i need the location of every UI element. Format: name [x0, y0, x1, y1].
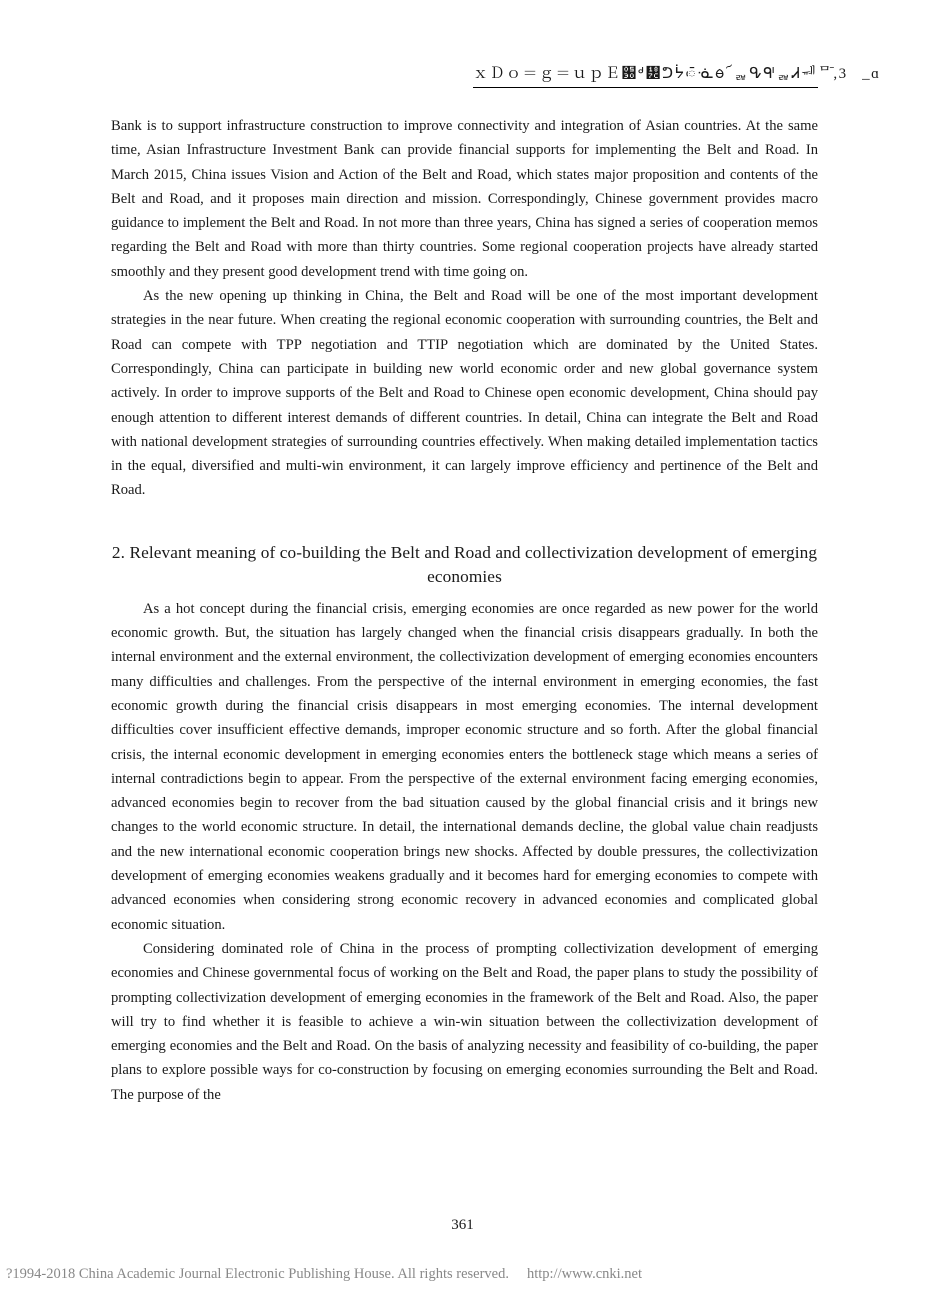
body-paragraph: Bank is to support infrastructure construction to improve connectivity and integration of Asian countries. At the same time, Asian Infrastructure Investment Bank can provide financial supports for implementing the Belt and Road. In March 2015, China issues Vision and Action of the Belt and Road, which states major proposition and contents of the Belt and Road, and it proposes main direction and mission. Correspondingly, Chinese government provides macro guidance to implement the Belt and Road. In not more than three years, China has signed a series of cooperation memos regarding the Belt and Road with more than thirty countries. Some regional cooperation projects have already started smoothly and they present good development trend with time going on.: [111, 118, 818, 280]
body-paragraph: Considering dominated role of China in the process of prompting collectivization development of emerging economies and Chinese governmental focus of working on the Belt and Road, the paper plans to study the possibility of prompting collectivization development of emerging economies in the framework of the Belt and Road. Also, the paper will try to find whether it is feasible to achieve a win-win situation between the collectivization development of emerging economies and the Belt and Road. On the basis of analyzing necessity and feasibility of co-building, the paper plans to explore possible ways for co-construction by focusing on emerging economies surrounding the Belt and Road. The purpose of the: [111, 940, 818, 1103]
copyright-text: ?1994-2018 China Academic Journal Electronic Publishing House. All rights reserved.: [6, 1266, 509, 1282]
running-header: ｘＤｏ＝ｇ＝ｕｐＥ԰ᒄ᡼ᕤᔮᰵᰳᓍᰟ՜ᇕᕴᒅᇕᏗᆐᄆ̄,3ᅠ_ɑ: [473, 62, 818, 88]
page-body: [111, 114, 818, 1107]
footer-url: http://www.cnki.net: [526, 1266, 643, 1282]
body-paragraph: As the new opening up thinking in China, the Belt and Road will be one of the most important development strategies in the near future. When creating the regional economic cooperation with surrounding countries, the Belt and Road can compete with TPP negotiation and TTIP negotiation which are dominated by the United States. Correspondingly, China can participate in building new world economic order and new global governance system actively. In order to improve supports of the Belt and Road to Chinese open economic development, China should pay enough attention to different interest demands of different countries. In detail, China can integrate the Belt and Road with national development strategies of surrounding countries effectively. When making detailed implementation tactics in the equal, diversified and multi-win environment, it can largely improve efficiency and pertinence of the Belt and Road.: [111, 288, 818, 499]
copyright-footer: [6, 1266, 642, 1283]
page-number: 361: [451, 1217, 474, 1233]
body-paragraph: As a hot concept during the financial crisis, emerging economies are once regarded as new power for the world economic growth. But, the situation has largely changed when the financial crisis disappears gradually. In both the internal environment and the external environment, the collectivization development of emerging economies encounters many difficulties and challenges. From the perspective of the internal environment in emerging economies, the fast economic growth during the financial crisis disappears in most emerging economies. The internal development difficulties cover insufficient effective demands, improper economic structure and so forth. After the global financial crisis, the internal economic development in emerging economies enters the bottleneck stage which means a series of internal contradictions begin to appear. From the perspective of the external environment facing emerging economies, advanced economies begin to recover from the bad situation caused by the global financial crisis and it brings new changes to the world economic structure. In detail, the international demands decline, the global value chain readjusts and the new international economic cooperation brings new shocks. Affected by double pressures, the collectivization development of emerging economies weakens gradually and it becomes hard for emerging economies to compete with advanced economies when considering strong economic recovery in advanced economies and complicated global economic situation.: [111, 600, 818, 933]
section-heading: 2. Relevant meaning of co-building the Belt and Road and collectivization development of emerging economies: [111, 542, 818, 586]
